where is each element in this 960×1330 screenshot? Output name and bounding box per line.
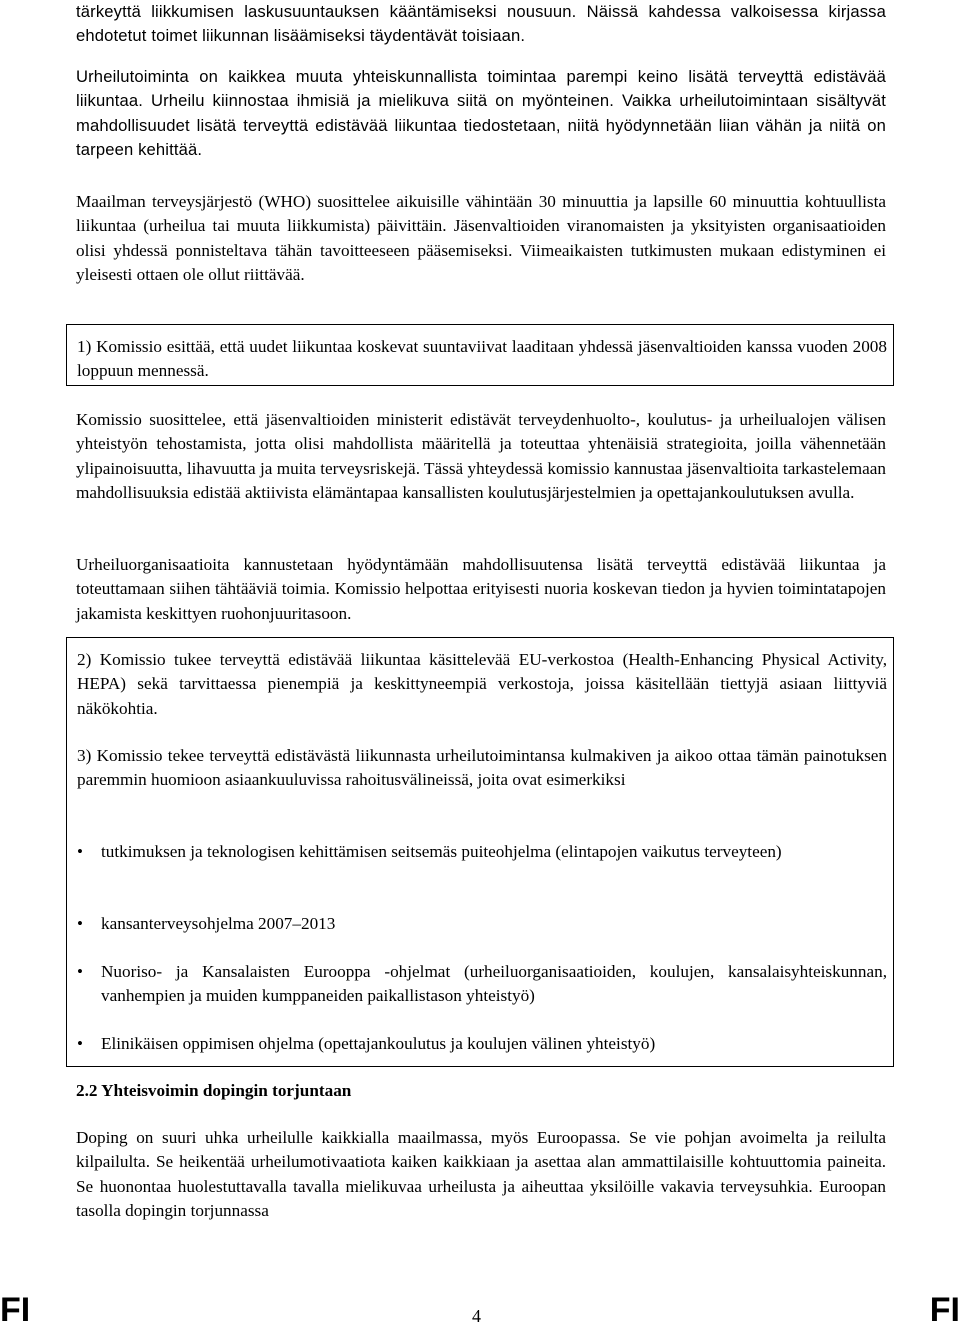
page-number: 4 <box>472 1306 481 1326</box>
list-item <box>77 960 887 1009</box>
list-item <box>77 912 887 936</box>
paragraph-intro-continuation: tärkeyttä liikkumisen laskusuuntauksen kääntämiseksi nousuun. Näissä kahdessa valkoisessa kirjassa ehdotetut toimet liikunnan lisäämiseksi täydentävät toisiaan. <box>76 2 886 46</box>
paragraph-sport-activity: Urheilutoiminta on kaikkea muuta yhteiskunnallista toimintaa parempi keino lisätä terveyttä edistävää liikuntaa. Urheilu kiinnostaa ihmisiä ja mielikuva siitä on myönteinen. Vaikka urheilutoimintaan sisältyvät mahdollisuudet lisätä terveyttä edistävää liikuntaa tiedostetaan, niitä hyödynnetään liian vähän ja niitä on tarpeen kehittää. <box>76 67 886 159</box>
bullet-icon: • <box>77 842 83 861</box>
proposal-3-text: 3) Komissio tekee terveyttä edistävästä liikunnasta urheilutoimintansa kulmakiven ja aikoo ottaa tämän painotuksen paremmin huomioon asiaankuuluvissa rahoitusvälineissä, joita ovat esimerkiksi <box>77 746 887 790</box>
list-item <box>77 1032 887 1056</box>
list-item-text: Nuoriso- ja Kansalaisten Eurooppa -ohjelmat (urheiluorganisaatioiden, koulujen, kansalaisyhteiskunnan, vanhempien ja muiden kumppaneiden paikallistason yhteistyö) <box>101 962 887 1006</box>
proposal-box-2 <box>66 637 894 1067</box>
proposal-box-1 <box>66 324 894 386</box>
bullet-icon: • <box>77 962 83 981</box>
bullet-icon: • <box>77 1034 83 1053</box>
list-item <box>77 840 887 864</box>
proposal-1-text: 1) Komissio esittää, että uudet liikuntaa koskevat suuntaviivat laaditaan yhdessä jäsenvaltioiden kanssa vuoden 2008 loppuun mennessä. <box>77 337 887 381</box>
list-item-text: Elinikäisen oppimisen ohjelma (opettajankoulutus ja koulujen välinen yhteistyö) <box>101 1034 656 1053</box>
list-item-text: kansanterveysohjelma 2007–2013 <box>101 914 336 933</box>
footer-language-code-left: FI <box>0 1291 31 1329</box>
list-item-text: tutkimuksen ja teknologisen kehittämisen seitsemäs puiteohjelma (elintapojen vaikutus terveyteen) <box>101 842 782 861</box>
paragraph-doping: Doping on suuri uhka urheilulle kaikkialla maailmassa, myös Euroopassa. Se vie pohjan avoimelta ja reilulta kilpailulta. Se heikentää urheilumotivaatiota kaiken kaikkiaan ja asettaa alan ammattilaisille kohtuuttomia paineita. Se huonontaa huolestuttavalla tavalla mielikuvaa urheilusta ja aiheuttaa yksilöille vakavia terveysuhkia. Euroopan tasolla dopingin torjunnassa <box>76 1128 886 1220</box>
section-heading: 2.2 Yhteisvoimin dopingin torjuntaan <box>76 1081 352 1100</box>
bullet-icon: • <box>77 914 83 933</box>
paragraph-commission-recommends: Komissio suosittelee, että jäsenvaltioiden ministerit edistävät terveydenhuolto-, koulutus- ja urheilualojen välisen yhteistyön tehostamista, jotta olisi mahdollista määritellä ja toteuttaa yhtenäisiä strategioita, joilla vähennetään ylipainoisuutta, lihavuutta ja muita terveysriskejä. Tässä yhteydessä komissio kannustaa jäsenvaltioita tarkastelemaan mahdollisuuksia edistää aktiivista elämäntapaa kansallisten koulutusjärjestelmien ja opettajankoulutuksen avulla. <box>76 410 886 502</box>
footer-language-code-right: FI <box>929 1291 960 1329</box>
proposal-2-text: 2) Komissio tukee terveyttä edistävää liikuntaa käsittelevää EU-verkostoa (Health-Enhancing Physical Activity, HEPA) sekä tarvittaessa pienempiä ja keskittyneempiä verkostoja, joissa käsitellään tiettyjä asiaan liittyviä näkökohtia. <box>77 650 887 718</box>
paragraph-who-recommendation: Maailman terveysjärjestö (WHO) suosittelee aikuisille vähintään 30 minuuttia ja lapsille 60 minuuttia kohtuullista liikuntaa (urheilua tai muuta liikkumista) päivittäin. Jäsenvaltioiden viranomaisten ja yksityisten organisaatioiden olisi yhdessä ponnisteltava tähän tavoitteeseen pääsemiseksi. Viimeaikaisten tutkimusten mukaan edistyminen ei yleisesti ottaen ole ollut riittävää. <box>76 192 886 284</box>
paragraph-sport-organisations: Urheiluorganisaatioita kannustetaan hyödyntämään mahdollisuutensa lisätä terveyttä edistävää liikuntaa ja toteuttamaan siihen tähtääviä toimia. Komissio helpottaa erityisesti nuoria koskevan tiedon ja hyvien toimintatapojen jakamista keskittyen ruohonjuuritasoon. <box>76 555 886 623</box>
